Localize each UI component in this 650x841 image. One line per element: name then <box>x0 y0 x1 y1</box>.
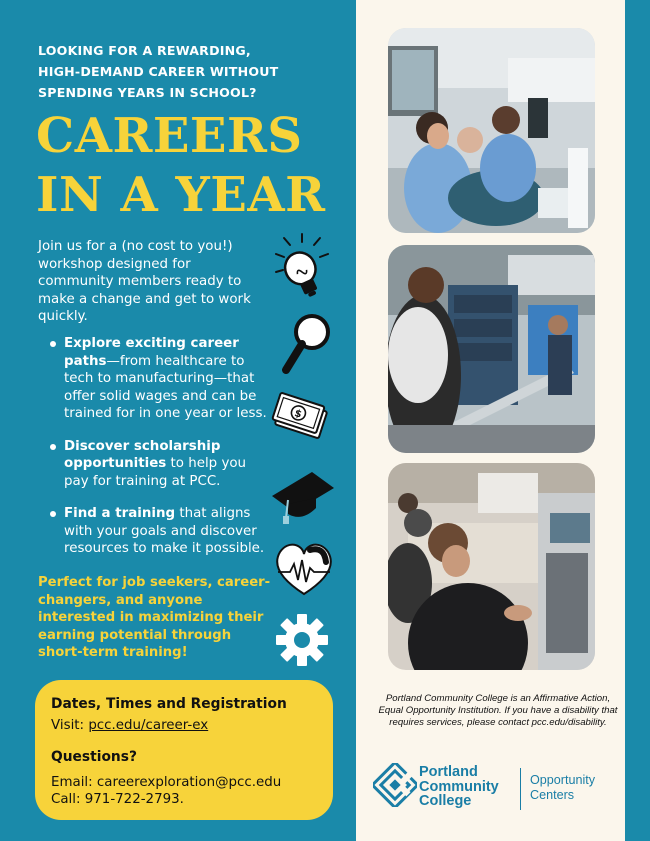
opportunity-centers-label <box>530 773 595 803</box>
graduation-cap-icon <box>268 466 338 526</box>
tagline <box>38 40 288 103</box>
gear-icon <box>274 612 330 668</box>
magnifying-glass-icon <box>280 312 336 376</box>
email-line[interactable]: Email: careerexploration@pcc.edu <box>51 775 282 790</box>
benefit-list <box>38 335 268 573</box>
welding-shop-photo <box>388 245 595 453</box>
money-icon <box>268 388 334 448</box>
dental-lab-photo <box>388 28 595 233</box>
headline-line: CAREERS <box>36 108 303 164</box>
list-item <box>38 438 268 491</box>
dates-heading: Dates, Times and Registration <box>51 696 287 712</box>
bullet-bold: Explore exciting career paths <box>64 336 239 369</box>
centers-line: Centers <box>530 788 575 802</box>
list-item <box>38 505 268 558</box>
intro-text: Join us for a (no cost to you!) workshop designed for community members ready to make a change and get to work quickly. <box>38 239 251 324</box>
heart-pulse-icon <box>272 540 336 598</box>
logo-name-line: Portland <box>419 764 478 780</box>
eeo-disclaimer: Portland Community College is an Affirmative Action, Equal Opportunity Institution. If you have a disability that requires services, please contact pcc.edu/disability. <box>378 693 618 728</box>
logo-name-line: College <box>419 793 472 809</box>
visit-line <box>51 717 317 734</box>
registration-link[interactable]: pcc.edu/career-ex <box>88 718 209 733</box>
headline <box>36 107 325 225</box>
questions-heading: Questions? <box>51 749 137 765</box>
bullet-text: —from healthcare to tech to manufacturing—that offer solid wages and can be trained for in one year or less. <box>64 353 267 421</box>
phone-line[interactable]: Call: 971-722-2793. <box>51 792 184 807</box>
bullet-text: to help you pay for training at PCC. <box>64 456 247 489</box>
right-edge-stripe <box>625 0 650 841</box>
closing-text: Perfect for job seekers, career-changers, and anyone interested in maximizing their earning potential through short-term training! <box>38 575 271 661</box>
centers-line: Opportunity <box>530 773 596 787</box>
lightbulb-icon <box>270 232 334 304</box>
bullet-bold: Discover scholarship opportunities <box>64 438 221 471</box>
tagline-line: SPENDING YEARS IN SCHOOL? <box>38 85 257 100</box>
pcc-logo-name <box>419 765 499 809</box>
list-item <box>38 335 268 423</box>
visit-label: Visit: <box>51 718 89 733</box>
logo-name-line: Community <box>419 778 499 795</box>
svg-text:$: $ <box>292 408 303 421</box>
machining-class-photo <box>388 463 595 670</box>
headline-line: IN A YEAR <box>36 167 326 223</box>
logo-divider <box>520 768 521 810</box>
registration-box <box>35 680 333 820</box>
pcc-logo-icon <box>373 763 417 807</box>
bullet-text: that aligns with your goals and discover resources to make it possible. <box>64 506 265 556</box>
bullet-bold: Find a training <box>64 506 176 521</box>
tagline-line: LOOKING FOR A REWARDING, <box>38 43 251 58</box>
tagline-line: HIGH-DEMAND CAREER WITHOUT <box>38 64 279 79</box>
